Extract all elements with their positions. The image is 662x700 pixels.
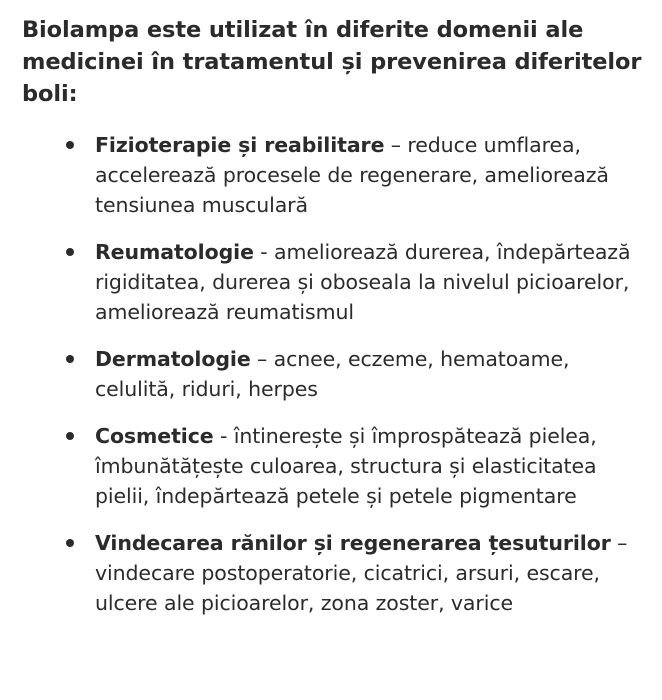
item-description: reduce umflarea, accelerează procesele de regenerare, ameliorează tensiunea musculară bbox=[95, 133, 609, 217]
item-term: Cosmetice bbox=[95, 424, 214, 448]
item-term: Fizioterapie și reabilitare bbox=[95, 133, 385, 157]
item-separator: – bbox=[610, 531, 628, 555]
bullet-icon bbox=[66, 248, 74, 256]
item-separator: – bbox=[384, 133, 408, 157]
applications-list bbox=[22, 130, 662, 618]
item-separator: - bbox=[253, 240, 275, 264]
intro-paragraph: Biolampa este utilizat în diferite domenii ale medicinei în tratamentul și prevenirea diferitelor boli: bbox=[22, 17, 642, 107]
item-description: întinerește și împrospătează pielea, îmbunătățește culoarea, structura și elasticitatea pielii, îndepărtează petele și petele pigmentare bbox=[95, 424, 597, 508]
item-term: Vindecarea rănilor și regenerarea țesuturilor bbox=[95, 531, 611, 555]
item-separator: - bbox=[213, 424, 234, 448]
list-item bbox=[22, 237, 655, 327]
bullet-icon bbox=[66, 355, 74, 363]
list-item bbox=[22, 344, 655, 404]
item-term: Reumatologie bbox=[95, 240, 254, 264]
item-description: ameliorează durerea, îndepărtează rigiditatea, durerea și oboseala la nivelul picioarelor, ameliorează reumatismul bbox=[95, 240, 631, 324]
item-term: Dermatologie bbox=[95, 347, 251, 371]
list-item bbox=[22, 130, 655, 220]
bullet-icon bbox=[66, 141, 74, 149]
bullet-icon bbox=[66, 539, 74, 547]
list-item bbox=[22, 421, 655, 511]
bullet-icon bbox=[66, 432, 74, 440]
list-item bbox=[22, 528, 655, 618]
item-description: vindecare postoperatorie, cicatrici, arsuri, escare, ulcere ale picioarelor, zona zoster, varice bbox=[95, 561, 600, 615]
item-description: acnee, eczeme, hematoame, celulită, riduri, herpes bbox=[95, 347, 570, 401]
item-separator: – bbox=[250, 347, 274, 371]
